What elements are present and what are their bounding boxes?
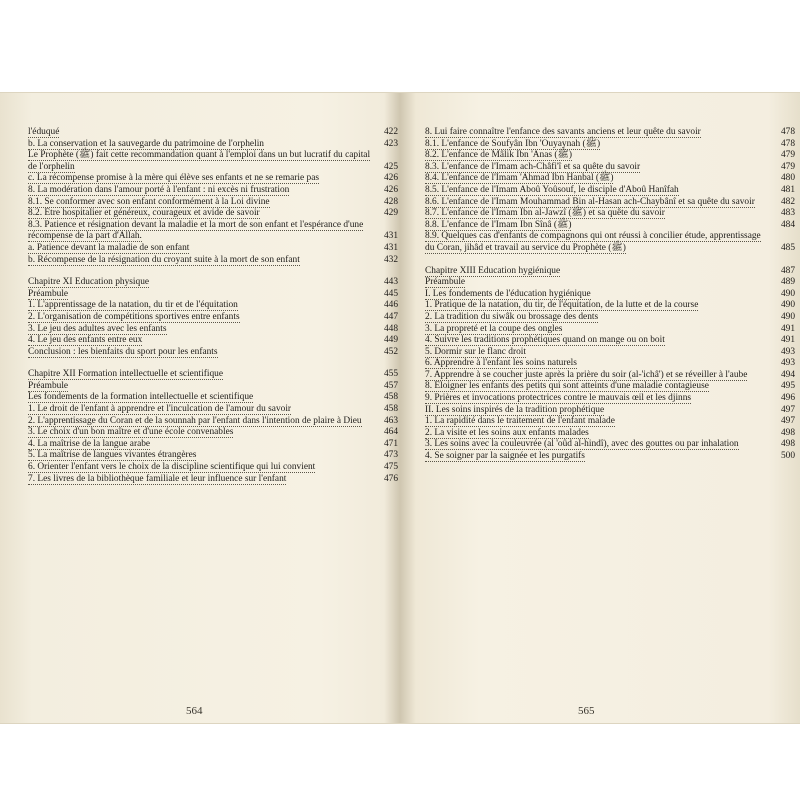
toc-entry-title: 9. Prières et invocations protectrices contre le mauvais œil et les djinns — [425, 393, 692, 404]
toc-entry-page: 482 — [780, 196, 795, 207]
toc-entry-title: 8.7. L'enfance de l'Imam Ibn al-Jawzî (ﷺ) et sa quête du savoir — [425, 208, 665, 219]
toc-entry — [28, 439, 398, 451]
toc-entry-title: 3. La propreté et la coupe des ongles — [425, 323, 563, 334]
toc-entry — [28, 427, 398, 439]
toc-entry — [425, 300, 795, 312]
toc-entry — [28, 335, 398, 347]
toc-entry — [425, 277, 795, 289]
toc-entry-title: Chapitre XIII Education hygiénique — [425, 265, 561, 276]
toc-entry — [425, 185, 795, 197]
toc-entry-title: Chapitre XII Formation intellectuelle et scientifique — [28, 369, 223, 380]
toc-entry-page: 445 — [383, 288, 398, 299]
toc-entry-title: c. La récompense promise à la mère qui élève ses enfants et ne se remarie pas — [28, 173, 320, 184]
toc-entry — [28, 347, 398, 359]
toc-entry — [425, 393, 795, 405]
toc-entry-title: 7. Apprendre à se coucher juste après la prière du soir (al-'ichâ') et se réveiller à l'aube — [425, 369, 748, 380]
page-number-left: 564 — [186, 705, 203, 717]
toc-entry-page: 497 — [780, 404, 795, 415]
toc-entry-title: Le Prophète (ﷺ) fait cette recommandation quant à l'emploi dans un but lucratif du capital de l'orphelin — [28, 150, 371, 172]
toc-entry-title: 1. Pratique de la natation, du tir, de l'équitation, de la lutte et de la course — [425, 300, 699, 311]
toc-entry-title: 2. La tradition du siwâk ou brossage des dents — [425, 311, 599, 322]
toc-entry — [28, 185, 398, 197]
toc-entry-page: 491 — [780, 323, 795, 334]
toc-entry — [425, 358, 795, 370]
toc-chapter-heading — [425, 266, 795, 278]
toc-entry-title: Les fondements de la formation intellectuelle et scientifique — [28, 392, 254, 403]
toc-entry-page: 457 — [383, 380, 398, 391]
toc-entry-title: 8. Eloigner les enfants des petits qui sont atteints d'une maladie contagieuse — [425, 381, 709, 392]
toc-entry — [28, 197, 398, 209]
toc-entry-page: 490 — [780, 300, 795, 311]
toc-entry-page: 478 — [780, 127, 795, 137]
toc-entry — [28, 450, 398, 462]
toc-entry — [425, 231, 795, 254]
toc-entry — [28, 392, 398, 404]
toc-entry — [28, 243, 398, 255]
toc-entry-page: 448 — [383, 323, 398, 334]
toc-entry-title: b. La conservation et la sauvegarde du patrimoine de l'orphelin — [28, 138, 264, 149]
toc-entry-title: b. Récompense de la résignation du croyant suite à la mort de son enfant — [28, 254, 300, 265]
toc-entry — [28, 474, 398, 486]
right-page — [425, 127, 795, 687]
toc-entry-page: 493 — [780, 358, 795, 369]
toc-entry — [425, 150, 795, 162]
toc-entry-page: 484 — [780, 219, 795, 230]
toc-entry — [28, 208, 398, 220]
toc-entry-page: 489 — [780, 277, 795, 288]
toc-entry-title: II. Les soins inspirés de la tradition prophétique — [425, 404, 605, 415]
left-page — [28, 127, 398, 687]
toc-entry-page: 490 — [780, 311, 795, 322]
toc-entry-title: Préambule — [425, 277, 466, 288]
toc-entry — [28, 150, 398, 173]
toc-entry-title: 8.4. L'enfance de l'Imam 'Ahmad Ibn Hanbal (ﷺ) — [425, 173, 614, 184]
toc-entry-title: 2. La visite et les soins aux enfants malades — [425, 427, 589, 438]
toc-entry-title: 8.2. L'enfance de Mâlik Ibn 'Anas (ﷺ) — [425, 150, 572, 161]
toc-entry-page: 476 — [383, 473, 398, 484]
toc-entry-page: 500 — [780, 451, 795, 462]
toc-entry-title: I. Les fondements de l'éducation hygiénique — [425, 288, 591, 299]
toc-entry-title: l'éduqué — [28, 127, 60, 137]
toc-entry — [425, 312, 795, 324]
toc-entry-page: 431 — [383, 242, 398, 253]
toc-entry-page: 449 — [383, 335, 398, 346]
toc-entry — [28, 416, 398, 428]
toc-entry — [425, 428, 795, 440]
toc-entry-page: 483 — [780, 208, 795, 219]
toc-entry-title: 4. Suivre les traditions prophétiques quand on mange ou on boit — [425, 335, 665, 346]
toc-entry-page: 458 — [383, 392, 398, 403]
toc-entry-page: 481 — [780, 184, 795, 195]
toc-entry-title: 4. Le jeu des enfants entre eux — [28, 335, 143, 346]
toc-entry-page: 490 — [780, 288, 795, 299]
toc-entry — [425, 335, 795, 347]
toc-entry-page: 471 — [383, 438, 398, 449]
toc-entry-title: 6. Orienter l'enfant vers le choix de la discipline scientifique qui lui convient — [28, 462, 316, 473]
page-number-right: 565 — [578, 705, 595, 717]
toc-entry — [28, 255, 398, 267]
toc-entry — [425, 173, 795, 185]
toc-entry-title: 8.3. Patience et résignation devant la maladie et la mort de son enfant et l'espérance d'une récompense de la part d'Allah. — [28, 219, 364, 242]
toc-entry — [28, 381, 398, 393]
toc-entry — [28, 300, 398, 312]
toc-entry-title: 1. La rapidité dans le traitement de l'enfant malade — [425, 416, 615, 427]
toc-entry-title: Préambule — [28, 288, 69, 299]
toc-entry-page: 447 — [383, 311, 398, 322]
toc-entry-title: 1. L'apprentissage de la natation, du tir et de l'équitation — [28, 300, 238, 311]
toc-entry-page: 431 — [383, 231, 398, 242]
toc-entry-page: 493 — [780, 346, 795, 357]
toc-entry — [425, 439, 795, 451]
toc-chapter-heading — [28, 277, 398, 289]
toc-entry-title: 4. La maîtrise de la langue arabe — [28, 438, 151, 449]
toc-entry — [425, 347, 795, 359]
toc-entry — [425, 324, 795, 336]
toc-entry-title: 3. Le jeu des adultes avec les enfants — [28, 323, 167, 334]
toc-entry-title: 5. La maîtrise de langues vivantes étrangères — [28, 450, 197, 461]
toc-entry — [425, 208, 795, 220]
toc-entry — [28, 220, 398, 243]
toc-entry-page: 491 — [780, 335, 795, 346]
toc-entry-page: 426 — [383, 184, 398, 195]
toc-entry-title: 6. Apprendre à l'enfant les soins naturels — [425, 358, 577, 369]
toc-entry — [425, 370, 795, 382]
toc-entry-title: 8.1. Se conformer avec son enfant conformément à la Loi divine — [28, 196, 270, 207]
toc-entry-page: 432 — [383, 254, 398, 265]
toc-entry — [28, 289, 398, 301]
toc-entry — [425, 127, 795, 139]
toc-entry — [425, 197, 795, 209]
toc-entry — [425, 405, 795, 417]
toc-entry — [28, 173, 398, 185]
toc-entry-page: 443 — [383, 277, 398, 288]
toc-entry-page: 426 — [383, 173, 398, 184]
toc-entry-page: 498 — [780, 439, 795, 450]
toc-entry-title: a. Patience devant la maladie de son enfant — [28, 242, 190, 253]
toc-entry-title: 3. Le choix d'un bon maître et d'une école convenables — [28, 427, 234, 438]
toc-entry-page: 480 — [780, 173, 795, 184]
toc-entry-title: 4. Se soigner par la saignée et les purgatifs — [425, 451, 585, 462]
toc-entry-page: 452 — [383, 346, 398, 357]
toc-entry-page: 446 — [383, 300, 398, 311]
toc-entry — [425, 451, 795, 463]
toc-entry-page: 475 — [383, 462, 398, 473]
toc-entry — [425, 139, 795, 151]
toc-entry-title: Chapitre XI Education physique — [28, 277, 150, 288]
toc-entry-title: 8.9. Quelques cas d'enfants de compagnons qui ont réussi à concilier étude, apprentissage du Coran, jihâd et travail au service du Prophète (ﷺ) — [425, 231, 761, 253]
toc-entry-title: Préambule — [28, 380, 69, 391]
toc-entry-title: 8. Lui faire connaître l'enfance des savants anciens et leur quête du savoir — [425, 127, 701, 137]
toc-entry — [425, 162, 795, 174]
toc-entry-page: 458 — [383, 404, 398, 415]
toc-entry-page: 479 — [780, 161, 795, 172]
toc-entry-page: 455 — [383, 369, 398, 380]
toc-entry-title: 8.3. L'enfance de l'Imam ach-Châfi'î et sa quête du savoir — [425, 161, 641, 172]
toc-entry-title: 7. Les livres de la bibliothèque familiale et leur influence sur l'enfant — [28, 473, 287, 484]
toc-entry-page: 478 — [780, 138, 795, 149]
toc-entry-title: 5. Dormir sur le flanc droit — [425, 346, 527, 357]
toc-entry-page: 494 — [780, 369, 795, 380]
toc-entry-title: 8.5. L'enfance de l'Imam Aboû Yoûsouf, le disciple d'Aboû Hanîfah — [425, 184, 679, 195]
toc-entry-page: 423 — [383, 138, 398, 149]
toc-entry-page: 428 — [383, 196, 398, 207]
toc-entry — [425, 381, 795, 393]
toc-entry-title: 1. Le droit de l'enfant à apprendre et l'inculcation de l'amour du savoir — [28, 404, 292, 415]
toc-entry — [425, 220, 795, 232]
toc-entry-title: 3. Les soins avec la couleuvrée (al 'oûd al-hindî), avec des gouttes ou par inhalation — [425, 439, 739, 450]
open-book — [0, 92, 800, 724]
toc-chapter-heading — [28, 369, 398, 381]
toc-entry-page: 495 — [780, 381, 795, 392]
toc-entry — [425, 289, 795, 301]
toc-entry-page: 473 — [383, 450, 398, 461]
toc-entry — [28, 462, 398, 474]
toc-entry-title: 8.6. L'enfance de l'Imam Mouhammad Bin al-Hasan ach-Chaybânî et sa quête du savoir — [425, 196, 755, 207]
toc-entry-title: 8. La modération dans l'amour porté à l'enfant : ni excès ni frustration — [28, 184, 290, 195]
toc-entry-page: 479 — [780, 150, 795, 161]
toc-entry-title: 8.8. L'enfance de l'Imam Ibn Sînâ (ﷺ) — [425, 219, 572, 230]
toc-entry — [28, 312, 398, 324]
toc-entry-page: 497 — [780, 416, 795, 427]
toc-entry-page: 463 — [383, 415, 398, 426]
toc-entry-title: 2. L'organisation de compétitions sportives entre enfants — [28, 311, 240, 322]
toc-entry-title: 8.1. L'enfance de Soufyân Ibn 'Ouyaynah (ﷺ) — [425, 138, 601, 149]
toc-entry-title: Conclusion : les bienfaits du sport pour les enfants — [28, 346, 218, 357]
toc-entry-page: 487 — [780, 265, 795, 276]
toc-entry-page: 496 — [780, 393, 795, 404]
toc-entry — [28, 127, 398, 139]
toc-entry-page: 425 — [383, 161, 398, 172]
toc-entry-page: 429 — [383, 208, 398, 219]
toc-entry-title: 8.2. Etre hospitalier et généreux, courageux et avide de savoir — [28, 208, 260, 219]
toc-entry — [28, 139, 398, 151]
toc-entry-page: 464 — [383, 427, 398, 438]
toc-entry — [425, 416, 795, 428]
toc-entry-page: 485 — [780, 242, 795, 253]
toc-entry-title: 2. L'apprentissage du Coran et de la sounnah par l'enfant dans l'intention de plaire à Dieu — [28, 415, 362, 426]
toc-entry — [28, 324, 398, 336]
toc-entry-page: 498 — [780, 427, 795, 438]
toc-entry — [28, 404, 398, 416]
toc-entry-page: 422 — [383, 127, 398, 137]
